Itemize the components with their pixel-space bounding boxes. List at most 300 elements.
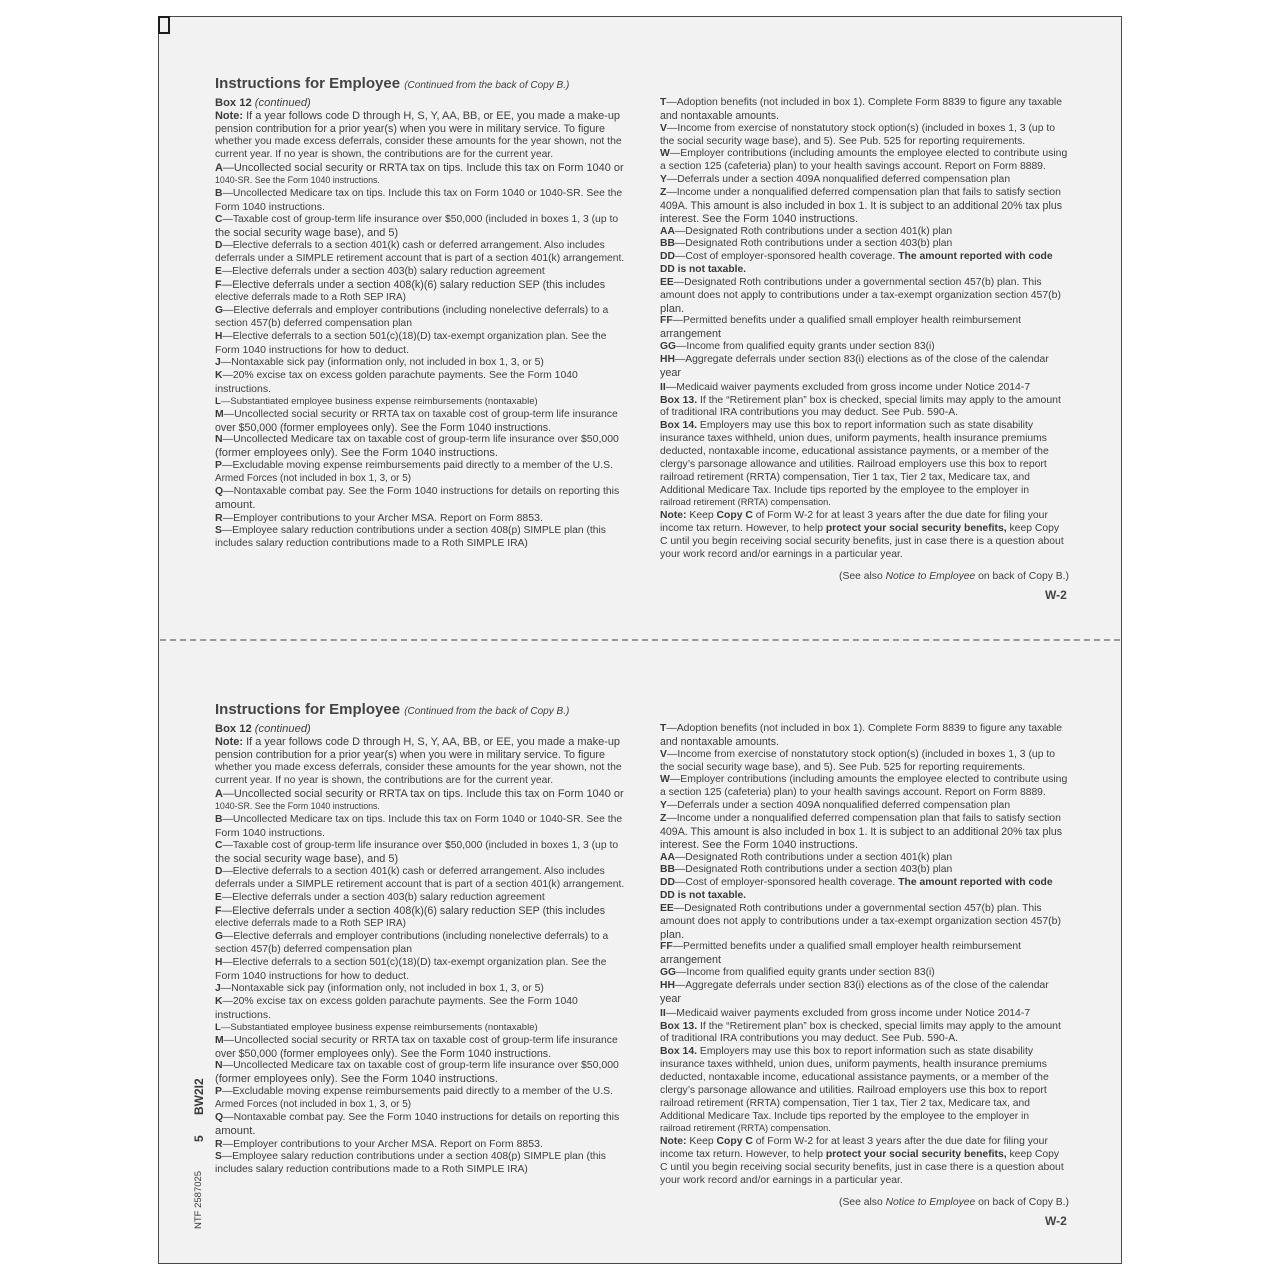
text-run: railroad retirement (RRTA) compensation, Tier 1 tax, Tier 2 tax, Medicare tax, and (660, 1097, 1030, 1109)
text-run: arrangement (660, 328, 721, 341)
text-run: —Medicaid waiver payments excluded from gross income under Notice 2014-7 (665, 381, 1031, 393)
text-run: —Elective deferrals to a section 401(k) cash or deferred arrangement. Also includes (222, 865, 605, 877)
title-note: (Continued from the back of Copy B.) (404, 80, 570, 91)
right-column-line (660, 930, 684, 941)
text-run: Additional Medicare Tax. Include tips reported by the employee to the employer in (660, 1110, 1030, 1122)
text-run: arrangement (660, 954, 721, 967)
text-run: deferrals under a SIMPLE retirement account that is part of a section 401(k) arrangement. (215, 878, 625, 890)
left-column-line (215, 410, 618, 420)
bold-text: S (215, 525, 222, 537)
bold-text: A (215, 161, 223, 174)
text-run: of Form W-2 for at least 3 years after the due date for filing your (752, 1136, 1048, 1148)
text-run: keep Copy (1006, 1149, 1060, 1161)
left-column-line (215, 737, 620, 748)
right-column-line (660, 98, 1062, 108)
right-column-line (660, 1150, 1059, 1160)
text-run: includes salary reduction contributions made to a Roth SIMPLE IRA) (215, 1164, 528, 1176)
left-column-line (215, 371, 578, 381)
text-run: —20% excise tax on excess golden parachute payments. See the Form 1040 (222, 995, 578, 1007)
left-column-line (215, 1087, 613, 1097)
text-run: —Uncollected Medicare tax on tips. Include this tax on Form 1040 or 1040-SR. See the (222, 187, 623, 199)
right-column-line (660, 447, 1049, 457)
bold-text: Box 13. (660, 394, 701, 406)
right-column-line (660, 827, 1062, 838)
text-run: pension contribution for a prior year(s) when you were in military service. To figure (215, 122, 605, 135)
right-column-line (660, 1086, 1047, 1096)
right-column-line (660, 460, 1047, 470)
text-run: —Aggregate deferrals under section 83(i) elections as of the close of the calendar (674, 980, 1049, 991)
text-run: —Designated Roth contributions under a section 401(k) plan (674, 851, 953, 863)
text-run: —Elective deferrals under a section 408(k)(6) salary reduction SEP (this includes (221, 278, 606, 291)
text-run: over $50,000 (former employees only). See the Form 1040 instructions. (215, 421, 552, 434)
left-column-line (215, 776, 553, 786)
left-column-line (215, 1061, 619, 1071)
left-column-line (215, 945, 412, 955)
text-run: —Cost of employer-sponsored health coverage. (675, 877, 899, 889)
text-run: —Substantiated employee business expense reimbursements (nontaxable) (220, 1021, 538, 1033)
left-column-line (215, 854, 398, 865)
text-run: Employers may use this box to report information such as state disability (699, 420, 1034, 432)
bold-text: Box 12 (215, 723, 255, 735)
bold-text: Copy C (716, 510, 753, 522)
text-run: —Uncollected social security or RRTA tax on taxable cost of group-term life insurance (223, 1034, 618, 1046)
bold-text: II (660, 381, 666, 393)
text-run: —Designated Roth contributions under a section 403(b) plan (674, 864, 953, 876)
text-run: the social security wage base), and 5) (215, 852, 399, 865)
bold-text: Copy C (716, 1136, 753, 1148)
text-run: 1040-SR. See the Form 1040 instructions. (215, 800, 380, 811)
left-column-line (215, 919, 406, 929)
bold-text: EE (660, 902, 674, 914)
text-run: keep Copy (1006, 523, 1060, 535)
right-column-line (660, 111, 779, 122)
bold-text: BB (660, 238, 675, 250)
copy-reference-text: on back of Copy B.) (975, 571, 1069, 582)
text-run: of traditional IRA contributions you may deduct. See Pub. 590-A. (660, 1033, 959, 1045)
title-note: (Continued from the back of Copy B.) (404, 706, 570, 717)
left-column-line (215, 1049, 551, 1060)
right-column-line (660, 801, 1010, 811)
text-run: amount does not apply to contributions under a tax-exempt organization section 457(b) (660, 289, 1061, 301)
bold-text: J (215, 356, 221, 368)
left-column-line (215, 202, 325, 213)
left-column-line (215, 841, 618, 851)
left-column-line (215, 1036, 618, 1046)
text-run: If a year follows code D through H, S, Y, AA, BB, or EE, you made a make-up (246, 735, 621, 748)
right-column-line (660, 775, 1067, 785)
bold-text: GG (660, 967, 677, 979)
bold-text: Q (215, 1112, 224, 1124)
instructions-title (215, 702, 569, 717)
bold-text: Z (660, 812, 667, 824)
left-column-line (215, 423, 551, 434)
right-column-line (660, 175, 1010, 185)
bold-text: protect your social security benefits, (825, 523, 1007, 535)
text-run: clergy’s parsonage allowance and utilities. Railroad employers use this box to report (660, 1084, 1047, 1096)
text-run: —Designated Roth contributions under a governmental section 457(b) plan. This (673, 902, 1042, 914)
text-run: year (660, 992, 682, 1005)
bold-text: GG (660, 341, 677, 353)
bold-text: N (215, 434, 223, 446)
right-column-line (660, 124, 1055, 134)
left-column-line (215, 228, 398, 239)
right-column-line (660, 329, 721, 340)
left-column-line (215, 98, 311, 109)
right-column-line (660, 724, 1062, 734)
right-column-line (660, 355, 1049, 365)
left-column-line (215, 267, 545, 277)
text-run: —Taxable cost of group-term life insurance over $50,000 (included in boxes 1, 3 (up to (222, 839, 619, 851)
left-column-line (215, 474, 411, 484)
text-run: —Uncollected Medicare tax on taxable cost of group-term life insurance over $50,000 (222, 1060, 619, 1072)
bold-text: Box 14. (660, 1046, 700, 1058)
bold-text: Z (660, 186, 667, 198)
right-column-line (660, 408, 958, 418)
bold-text: DD is not taxable. (660, 264, 747, 276)
text-run: —Income from exercise of nonstatutory stock option(s) (included in boxes 1, 3 (up to (666, 748, 1056, 760)
left-column-line (215, 1139, 543, 1150)
left-column-line (215, 1023, 538, 1033)
right-column-line (660, 291, 1061, 301)
bold-text: W (660, 774, 670, 786)
bold-text: K (215, 995, 223, 1007)
text-run: Additional Medicare Tax. Include tips reported by the employee to the employer in (660, 484, 1030, 496)
bold-text: K (215, 369, 223, 381)
right-column-line (660, 1099, 1030, 1109)
left-column-line (215, 111, 620, 122)
left-column-line (215, 763, 622, 773)
text-run: —Income under a nonqualified deferred compensation plan that fails to satisfy section (666, 812, 1061, 824)
bold-text: R (215, 1138, 223, 1151)
text-run: —Designated Roth contributions under a section 403(b) plan (674, 238, 953, 250)
bold-text: DD (660, 877, 675, 889)
right-column-line (660, 265, 746, 275)
text-run: Armed Forces (not included in box 1, 3, or 5) (215, 1099, 412, 1111)
bold-text: Box 12 (215, 97, 255, 109)
right-column-line (660, 252, 1053, 262)
side-form-number: 5 (192, 1135, 206, 1142)
left-column-line (215, 867, 605, 877)
bold-text: R (215, 512, 223, 525)
bold-text: HH (660, 980, 675, 991)
text-run: of Form W-2 for at least 3 years after the due date for filing your (752, 510, 1048, 522)
text-run: —Uncollected social security or RRTA tax on tips. Include this tax on Form 1040 or (222, 787, 624, 800)
text-run: insurance taxes withheld, union dues, uniform payments, health insurance premiums (660, 433, 1047, 445)
right-column-line (660, 968, 935, 978)
text-run: —Designated Roth contributions under a section 401(k) plan (674, 225, 953, 237)
bold-text: M (215, 1034, 224, 1046)
bold-text: Q (215, 486, 224, 498)
left-column-line (215, 1152, 606, 1162)
left-column-line (215, 176, 380, 185)
left-column-line (215, 254, 624, 264)
bold-text: L (215, 395, 221, 407)
right-column-line (660, 550, 903, 560)
text-run: —Taxable cost of group-term life insurance over $50,000 (included in boxes 1, 3 (up to (222, 213, 619, 225)
text-run: —Uncollected Medicare tax on taxable cost of group-term life insurance over $50,000 (222, 434, 619, 446)
left-column-line (215, 293, 406, 303)
text-run: includes salary reduction contributions made to a Roth SIMPLE IRA) (215, 538, 528, 550)
copy-reference-note (839, 572, 1069, 582)
text-run: —Elective deferrals to a section 501(c)(18)(D) tax-exempt organization plan. See the (222, 330, 607, 342)
text-run: amount does not apply to contributions under a tax-exempt organization section 457(b) (660, 915, 1061, 927)
perforation-line (160, 639, 1120, 641)
text-run: —Uncollected social security or RRTA tax on taxable cost of group-term life insurance (223, 408, 618, 420)
right-column-line (660, 1112, 1029, 1122)
right-column-line (660, 1034, 958, 1044)
text-run: —Employer contributions to your Archer MSA. Report on Form 8853. (222, 1138, 543, 1151)
text-run: income tax return. However, to help (660, 1149, 826, 1161)
text-run: whether you made excess deferrals, consider these amounts for the year shown, not the (215, 761, 622, 773)
right-column-line (660, 1176, 903, 1186)
text-run: —Permitted benefits under a qualified small employer health reimbursement (672, 315, 1022, 327)
right-column-line (660, 214, 858, 225)
right-column-line (660, 537, 1064, 547)
text-run: Form 1040 instructions. (215, 826, 325, 839)
bold-text: AA (660, 225, 675, 237)
right-column-line (660, 486, 1029, 496)
text-run: 409A. This amount is also included in box 1. It is subject to an additional 20% tax plus (660, 199, 1063, 212)
right-column-line (660, 917, 1061, 927)
text-run: —Adoption benefits (not included in box 1). Complete Form 8839 to figure any taxable (666, 723, 1063, 734)
right-column-line (660, 368, 681, 379)
left-column-line (215, 750, 605, 761)
text-run: instructions. (215, 382, 272, 395)
text-run: —Employee salary reduction contributions under a section 408(p) SIMPLE plan (this (221, 525, 606, 537)
left-column-line (215, 1113, 619, 1123)
corner-registration-mark (158, 16, 170, 34)
text-run: instructions. (215, 1008, 272, 1021)
left-column-line (215, 828, 325, 839)
bold-text: BB (660, 864, 675, 876)
text-run: If the “Retirement plan” box is checked, special limits may apply to the amount (700, 394, 1061, 406)
bold-text: D (215, 239, 223, 251)
text-run: Form 1040 instructions for how to deduct. (215, 343, 410, 356)
left-column-line (215, 137, 622, 147)
text-run: income tax return. However, to help (660, 523, 826, 535)
right-column-line (660, 149, 1067, 159)
text-run: Form 1040 instructions. (215, 200, 325, 213)
text-run: —Elective deferrals and employer contributions (including nonelective deferrals) to a (223, 930, 609, 942)
bold-text: Box 14. (660, 420, 700, 432)
text-run: current year. If no year is shown, the contributions are for the current year. (215, 148, 554, 160)
left-column-line (215, 932, 608, 942)
bold-text: T (660, 97, 667, 108)
bold-text: AA (660, 851, 675, 863)
bold-text: G (215, 304, 224, 316)
text-run: —Elective deferrals under a section 408(k)(6) salary reduction SEP (this includes (221, 904, 606, 917)
right-column-line (660, 1073, 1049, 1083)
left-column-line (215, 1165, 528, 1175)
left-column-line (215, 150, 553, 160)
right-column-line (660, 1163, 1064, 1173)
right-column-line (660, 498, 831, 507)
text-run: a section 125 (cafeteria) plan) to your health savings account. Report on Form 8889. (660, 787, 1046, 799)
left-column-line (215, 163, 624, 174)
right-column-line (660, 383, 1030, 393)
left-column-line (215, 802, 380, 811)
text-run: —Employer contributions (including amounts the employee elected to contribute using (669, 148, 1068, 160)
text-run: —Income from exercise of nonstatutory stock option(s) (included in boxes 1, 3 (up to (666, 122, 1056, 134)
text-run: interest. See the Form 1040 instructions. (660, 212, 859, 225)
bold-text: Note: (215, 735, 247, 748)
text-run: railroad retirement (RRTA) compensation. (660, 497, 831, 508)
text-run: Form 1040 instructions for how to deduct. (215, 969, 410, 982)
left-column-line (215, 789, 624, 800)
text-run: 409A. This amount is also included in box 1. It is subject to an additional 20% tax plus (660, 825, 1063, 838)
text-run: the social security wage base), and 5). See Pub. 525 for reporting requirements. (660, 135, 1026, 147)
text-run: a section 125 (cafeteria) plan) to your health savings account. Report on Form 8889. (660, 161, 1046, 173)
right-column-line (660, 524, 1059, 534)
left-column-line (215, 448, 498, 459)
text-run: Keep (689, 510, 717, 522)
right-column-line (660, 421, 1033, 431)
left-column-line (215, 971, 409, 982)
text-run: interest. See the Form 1040 instructions. (660, 838, 859, 851)
left-column-line (215, 397, 538, 407)
text-run: deducted, nontaxable income, educational assistance payments, or a member of the (660, 445, 1049, 457)
copy-reference-note (839, 1198, 1069, 1208)
text-run: (former employees only). See the Form 1040 instructions. (215, 447, 499, 460)
copy-reference-text: Notice to Employee (885, 1197, 976, 1208)
bold-text: Y (660, 800, 667, 812)
left-column-line (215, 997, 578, 1007)
side-form-code: BW2I2 (192, 1078, 206, 1115)
text-run: —Employer contributions (including amounts the employee elected to contribute using (669, 774, 1068, 786)
text-run: pension contribution for a prior year(s) when you were in military service. To figure (215, 748, 605, 761)
left-column-line (215, 724, 311, 735)
right-column-line (660, 342, 935, 352)
left-column-line (215, 1100, 411, 1110)
bold-text: B (215, 187, 223, 199)
bold-text: M (215, 408, 224, 420)
side-catalog-number: NTF 2587025 (193, 1170, 204, 1229)
text-run: If the “Retirement plan” box is checked, special limits may apply to the amount (700, 1020, 1061, 1032)
text-run: railroad retirement (RRTA) compensation. (660, 1123, 831, 1134)
text-run: —Income from qualified equity grants under section 83(i) (676, 967, 935, 979)
left-column-line (215, 539, 528, 549)
left-column-line (215, 241, 605, 251)
left-column-line (215, 893, 545, 903)
bold-text: V (660, 122, 667, 134)
text-run: —Designated Roth contributions under a governmental section 457(b) plan. This (673, 276, 1042, 288)
text-run: —Adoption benefits (not included in box 1). Complete Form 8839 to figure any taxable (666, 97, 1063, 108)
text-run: and nontaxable amounts. (660, 735, 779, 748)
bold-text: DD (660, 251, 675, 263)
right-column-line (660, 227, 952, 237)
title-text: Instructions for Employee (215, 75, 401, 92)
right-column-line (660, 304, 684, 315)
text-run: the social security wage base), and 5) (215, 226, 399, 239)
text-run: —Elective deferrals under a section 403(b) salary reduction agreement (221, 891, 545, 903)
right-column-line (660, 511, 1048, 521)
left-column-line (215, 384, 271, 395)
left-column-line (215, 215, 618, 225)
right-column-line (660, 737, 779, 748)
bold-text: Box 13. (660, 1020, 701, 1032)
text-run: whether you made excess deferrals, consider these amounts for the year shown, not the (215, 135, 622, 147)
left-column-line (215, 124, 605, 135)
text-run: —Employee salary reduction contributions under a section 408(p) SIMPLE plan (this (221, 1151, 606, 1163)
text-run: your work record and/or earnings in a particular year. (660, 548, 903, 560)
text-run: insurance taxes withheld, union dues, uniform payments, health insurance premiums (660, 1059, 1047, 1071)
italic-text: (continued) (254, 723, 311, 735)
title-text: Instructions for Employee (215, 701, 401, 718)
bold-text: N (215, 1060, 223, 1072)
text-run: deferrals under a SIMPLE retirement account that is part of a section 401(k) arrangement. (215, 252, 625, 264)
text-run: —Substantiated employee business expense reimbursements (nontaxable) (220, 395, 538, 407)
bold-text: W (660, 148, 670, 160)
text-run: current year. If no year is shown, the contributions are for the current year. (215, 774, 554, 786)
right-column-line (660, 1124, 831, 1133)
text-run: —Permitted benefits under a qualified small employer health reimbursement (672, 941, 1022, 953)
text-run: C until you begin receiving social security benefits, just in case there is a question about (660, 1161, 1064, 1173)
text-run: —Excludable moving expense reimbursements paid directly to a member of the U.S. (221, 1086, 613, 1098)
left-column-line (215, 526, 606, 536)
text-run: —Employer contributions to your Archer MSA. Report on Form 8853. (222, 512, 543, 525)
instructions-title (215, 76, 569, 91)
bold-text: protect your social security benefits, (825, 1149, 1007, 1161)
right-column-line (660, 750, 1055, 760)
right-column-line (660, 981, 1049, 991)
text-run: amount. (215, 499, 256, 512)
right-column-line (660, 763, 1025, 773)
left-column-line (215, 306, 608, 316)
text-run: —Income under a nonqualified deferred compensation plan that fails to satisfy section (666, 186, 1061, 198)
bold-text: Note: (215, 109, 247, 122)
bold-text: Note: (660, 510, 690, 522)
bold-text: H (215, 956, 223, 968)
text-run: C until you begin receiving social security benefits, just in case there is a question about (660, 535, 1064, 547)
bold-text: II (660, 1007, 666, 1019)
bold-text: FF (660, 315, 673, 327)
text-run: —Excludable moving expense reimbursements paid directly to a member of the U.S. (221, 460, 613, 472)
text-run: plan. (660, 302, 685, 315)
left-column-line (215, 345, 409, 356)
bold-text: The amount reported with code (898, 877, 1053, 889)
bold-text: P (215, 1086, 222, 1098)
left-column-line (215, 906, 605, 917)
right-column-line (660, 853, 952, 863)
text-run: over $50,000 (former employees only). See the Form 1040 instructions. (215, 1047, 552, 1060)
text-run: plan. (660, 928, 685, 941)
text-run: your work record and/or earnings in a particular year. (660, 1174, 903, 1186)
right-column-line (660, 994, 681, 1005)
right-column-line (660, 162, 1046, 172)
text-run: —Aggregate deferrals under section 83(i) elections as of the close of the calendar (674, 354, 1049, 365)
left-column-line (215, 461, 613, 471)
bold-text: C (215, 213, 223, 225)
right-column-line (660, 201, 1062, 212)
left-column-line (215, 435, 619, 445)
copy-reference-text: on back of Copy B.) (975, 1197, 1069, 1208)
bold-text: V (660, 748, 667, 760)
text-run: and nontaxable amounts. (660, 109, 779, 122)
right-column-line (660, 137, 1025, 147)
bold-text: T (660, 723, 667, 734)
right-column-line (660, 239, 952, 249)
left-column-line (215, 280, 605, 291)
right-column-line (660, 904, 1042, 914)
bold-text: A (215, 787, 223, 800)
text-run: —20% excise tax on excess golden parachute payments. See the Form 1040 (222, 369, 578, 381)
text-run: clergy’s parsonage allowance and utilities. Railroad employers use this box to report (660, 458, 1047, 470)
text-run: —Nontaxable combat pay. See the Form 1040 instructions for details on reporting this (223, 1112, 620, 1124)
bold-text: E (215, 265, 222, 277)
bold-text: L (215, 1021, 221, 1033)
text-run: of traditional IRA contributions you may deduct. See Pub. 590-A. (660, 407, 959, 419)
bold-text: P (215, 460, 222, 472)
